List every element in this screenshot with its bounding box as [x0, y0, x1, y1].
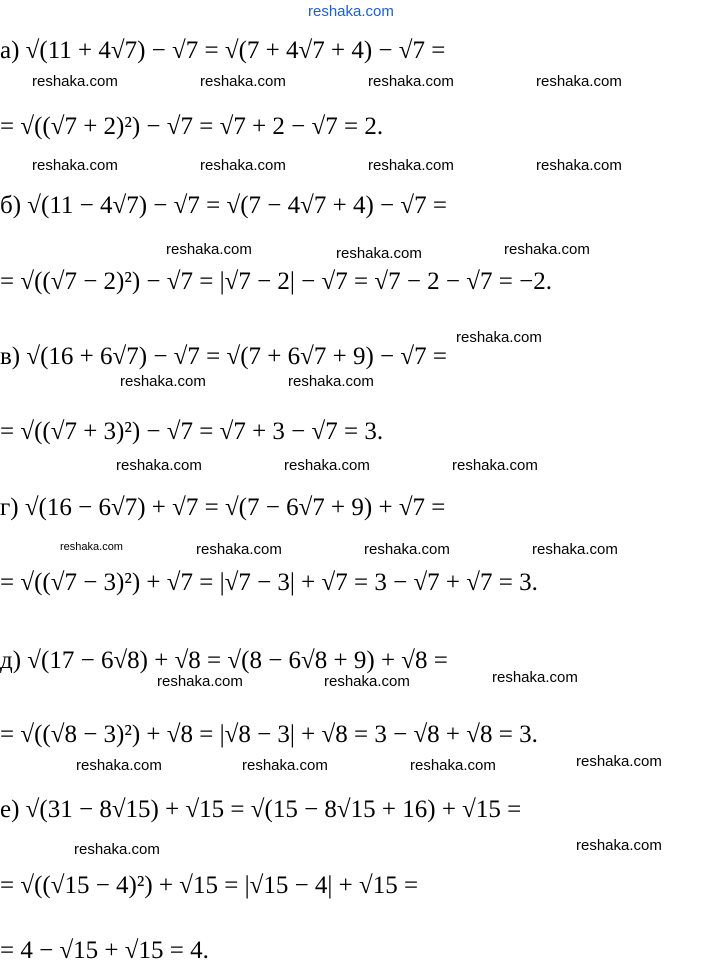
watermark: reshaka.com [242, 757, 328, 774]
watermark: reshaka.com [576, 753, 662, 770]
watermark: reshaka.com [200, 157, 286, 174]
watermark: reshaka.com [536, 73, 622, 90]
line-d-2: = √((√8 − 3)²) + √8 = |√8 − 3| + √8 = 3 − √8 + √8 = 3. [0, 721, 538, 748]
line-d-1: д) √(17 − 6√8) + √8 = √(8 − 6√8 + 9) + √8 = [0, 647, 448, 674]
watermark: reshaka.com [200, 73, 286, 90]
watermark: reshaka.com [76, 757, 162, 774]
top-watermark: reshaka.com [308, 3, 394, 20]
watermark: reshaka.com [196, 541, 282, 558]
watermark: reshaka.com [284, 457, 370, 474]
line-v-1: в) √(16 + 6√7) − √7 = √(7 + 6√7 + 9) − √7 = [0, 343, 447, 370]
line-e-2: = √((√15 − 4)²) + √15 = |√15 − 4| + √15 = [0, 872, 419, 899]
watermark: reshaka.com [410, 757, 496, 774]
watermark: reshaka.com [368, 73, 454, 90]
watermark: reshaka.com [576, 837, 662, 854]
watermark: reshaka.com [504, 241, 590, 258]
watermark: reshaka.com [60, 541, 123, 553]
line-g-1: г) √(16 − 6√7) + √7 = √(7 − 6√7 + 9) + √7 = [0, 494, 446, 521]
watermark: reshaka.com [120, 373, 206, 390]
line-g-2: = √((√7 − 3)²) + √7 = |√7 − 3| + √7 = 3 − √7 + √7 = 3. [0, 569, 538, 596]
watermark: reshaka.com [32, 157, 118, 174]
line-b-2: = √((√7 − 2)²) − √7 = |√7 − 2| − √7 = √7 − 2 − √7 = −2. [0, 268, 552, 295]
watermark: reshaka.com [116, 457, 202, 474]
watermark: reshaka.com [364, 541, 450, 558]
line-e-3: = 4 − √15 + √15 = 4. [0, 937, 209, 964]
watermark: reshaka.com [532, 541, 618, 558]
watermark: reshaka.com [536, 157, 622, 174]
watermark: reshaka.com [324, 673, 410, 690]
watermark: reshaka.com [288, 373, 374, 390]
watermark: reshaka.com [456, 329, 542, 346]
line-b-1: б) √(11 − 4√7) − √7 = √(7 − 4√7 + 4) − √7 = [0, 192, 447, 219]
watermark: reshaka.com [336, 245, 422, 262]
watermark: reshaka.com [166, 241, 252, 258]
line-v-2: = √((√7 + 3)²) − √7 = √7 + 3 − √7 = 3. [0, 418, 384, 445]
watermark: reshaka.com [492, 669, 578, 686]
line-e-1: е) √(31 − 8√15) + √15 = √(15 − 8√15 + 16) + √15 = [0, 796, 522, 823]
line-a-1: а) √(11 + 4√7) − √7 = √(7 + 4√7 + 4) − √7 = [0, 37, 446, 64]
watermark: reshaka.com [74, 841, 160, 858]
watermark: reshaka.com [157, 673, 243, 690]
line-a-2: = √((√7 + 2)²) − √7 = √7 + 2 − √7 = 2. [0, 113, 384, 140]
watermark: reshaka.com [32, 73, 118, 90]
watermark: reshaka.com [452, 457, 538, 474]
watermark: reshaka.com [368, 157, 454, 174]
